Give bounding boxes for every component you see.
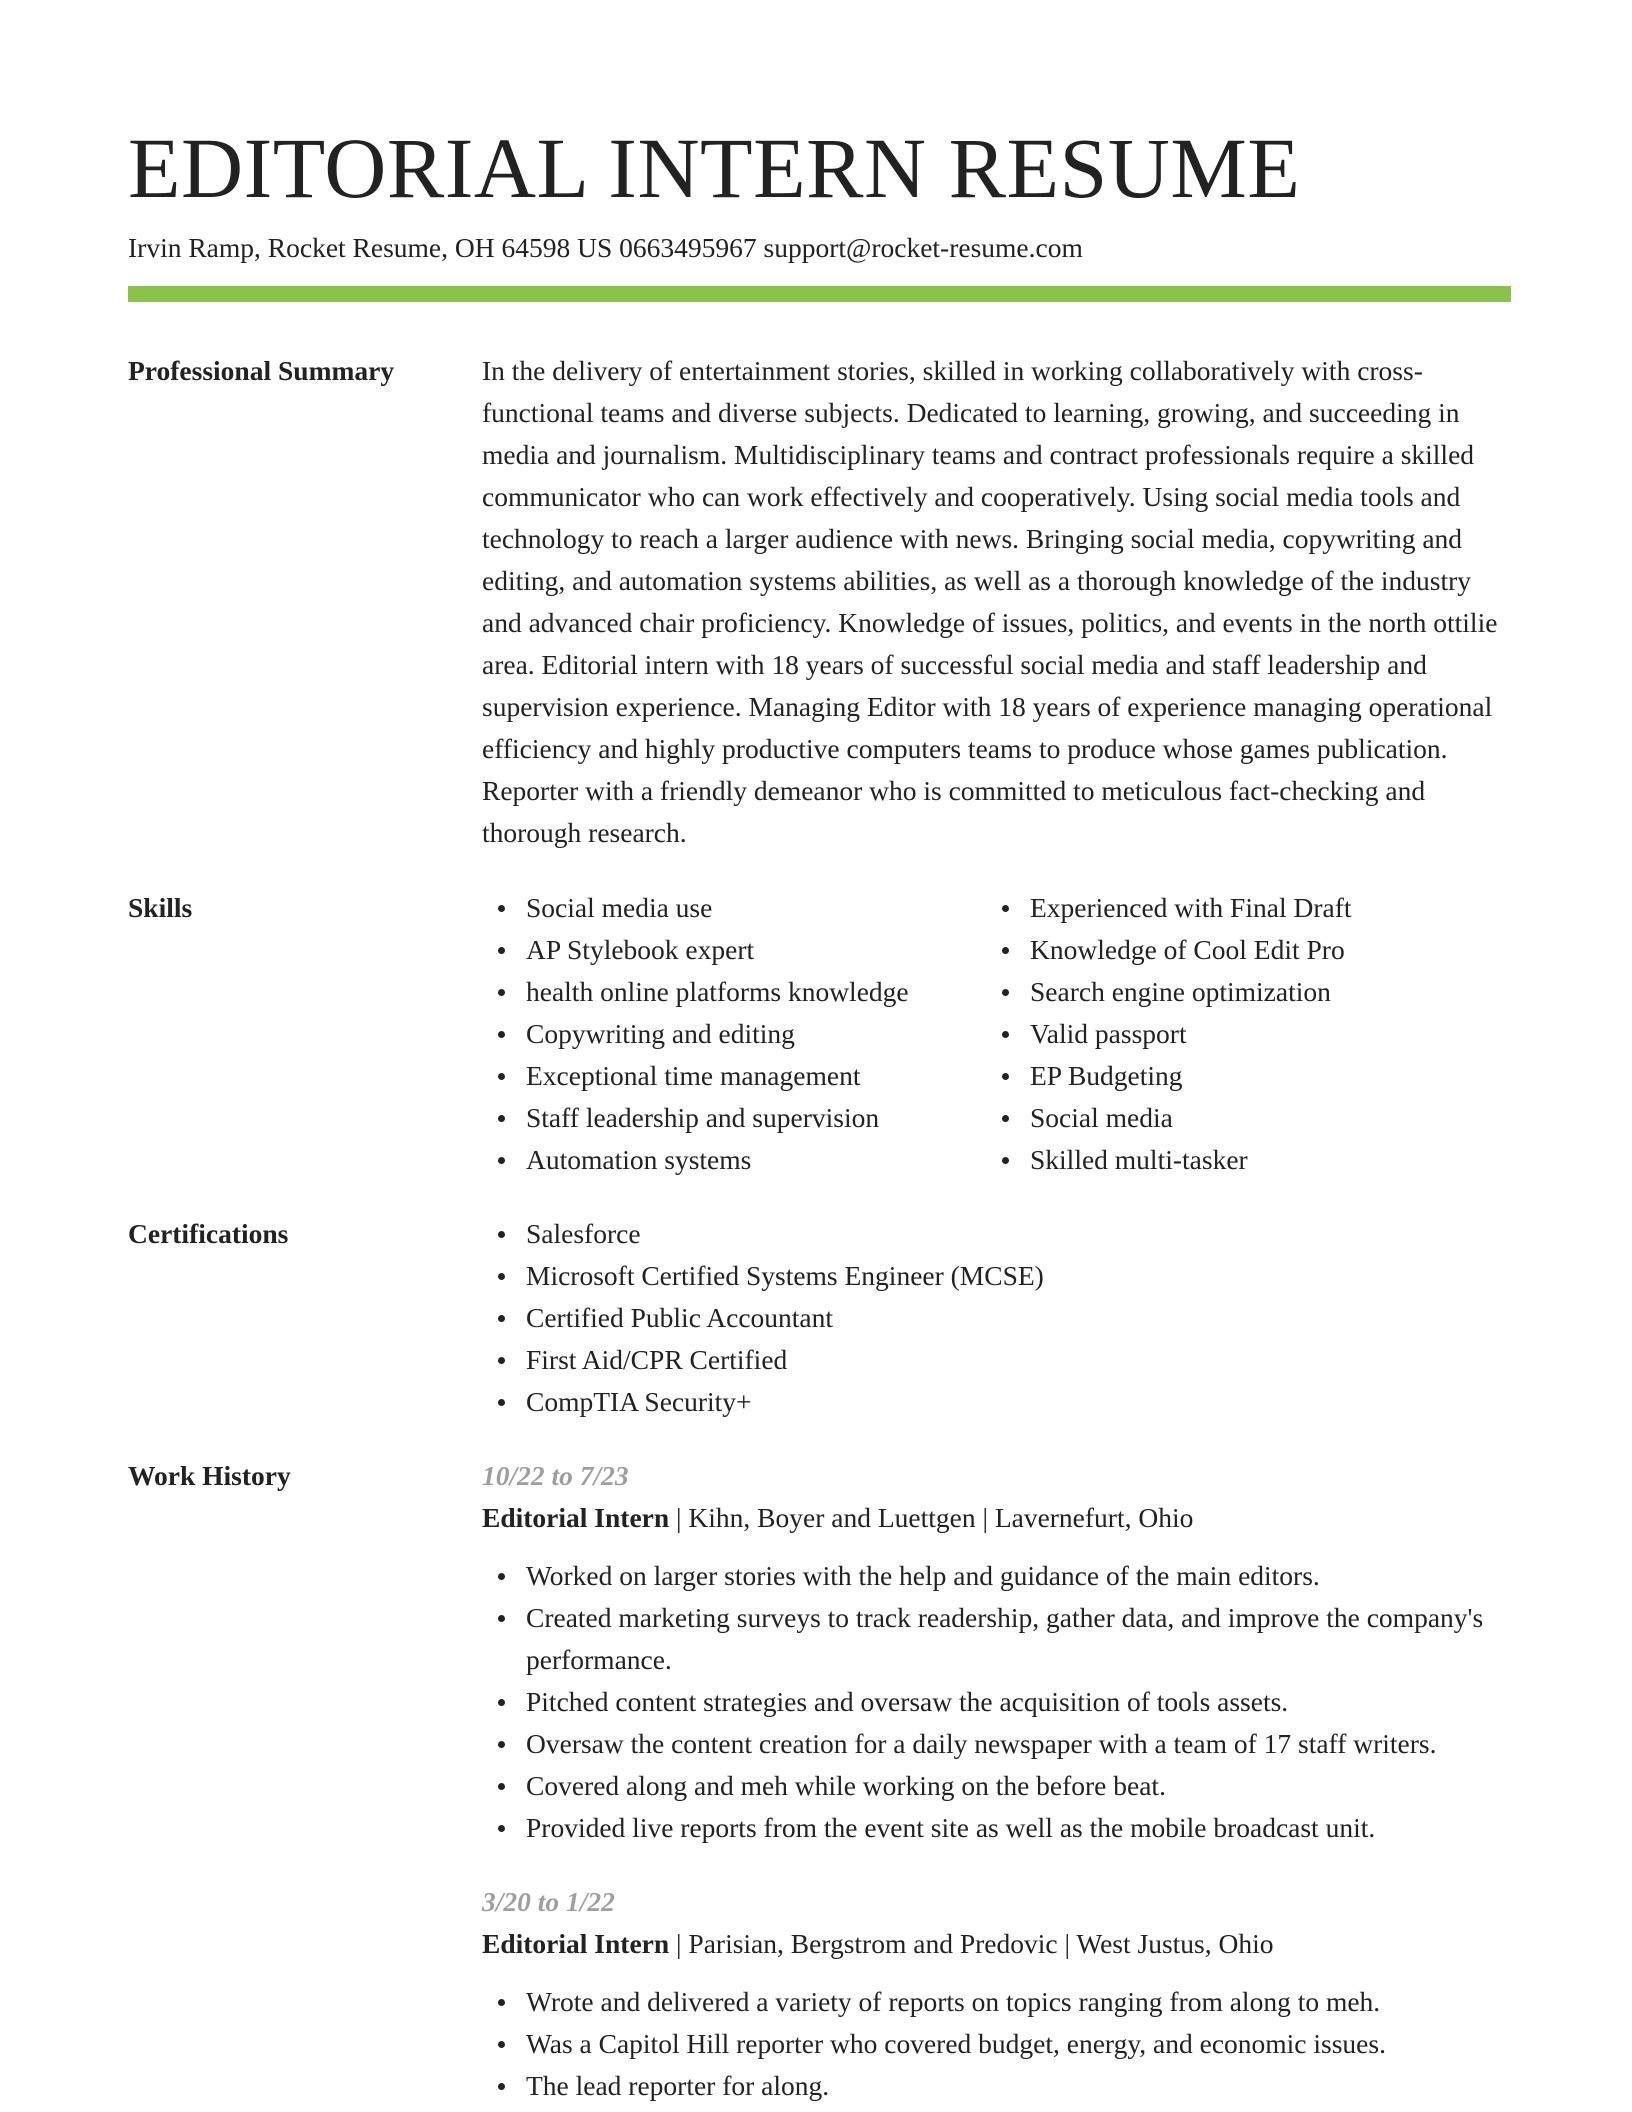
job-bullet: Pitched content strategies and oversaw the acquisition of tools assets. — [482, 1681, 1511, 1723]
certification-item: CompTIA Security+ — [482, 1381, 1511, 1423]
certification-item: First Aid/CPR Certified — [482, 1339, 1511, 1381]
skill-item: Social media — [986, 1097, 1486, 1139]
job-dates: 3/20 to 1/22 — [482, 1886, 615, 1917]
job-heading — [482, 1923, 1511, 1965]
resume-title: EDITORIAL INTERN RESUME — [128, 120, 1301, 216]
certifications-content — [482, 1213, 1511, 1423]
skill-item: Automation systems — [482, 1139, 982, 1181]
section-label-certifications: Certifications — [128, 1218, 289, 1249]
job-entry — [482, 1455, 1511, 1849]
certification-item: Microsoft Certified Systems Engineer (MCSE) — [482, 1255, 1511, 1297]
job-bullet: Created marketing surveys to track readership, gather data, and improve the company's performance. — [482, 1597, 1511, 1681]
job-bullet: Was a Capitol Hill reporter who covered budget, energy, and economic issues. — [482, 2023, 1511, 2065]
skill-item: Copywriting and editing — [482, 1013, 982, 1055]
skill-item: health online platforms knowledge — [482, 971, 982, 1013]
skill-item: Exceptional time management — [482, 1055, 982, 1097]
summary-text: In the delivery of entertainment stories, skilled in working collaboratively with cross-functional teams and diverse subjects. Dedicated to learning, growing, and succeeding in media and journalism. Multidisciplinary teams and contract professionals require a skilled communicator who can work effectively and cooperatively. Using social media tools and technology to reach a larger audience with news. Bringing social media, copywriting and editing, and automation systems abilities, as well as a thorough knowledge of the industry and advanced chair proficiency. Knowledge of issues, politics, and events in the north ottilie area. Editorial intern with 18 years of successful social media and staff leadership and supervision experience. Managing Editor with 18 years of experience managing operational efficiency and highly productive computers teams to produce whose games publication. Reporter with a friendly demeanor who is committed to meticulous fact-checking and thorough research. — [482, 355, 1498, 848]
contact-line: Irvin Ramp, Rocket Resume, OH 64598 US 0663495967 support@rocket-resume.com — [128, 232, 1083, 263]
skill-item: Valid passport — [986, 1013, 1486, 1055]
skill-item: Search engine optimization — [986, 971, 1486, 1013]
skill-item: Knowledge of Cool Edit Pro — [986, 929, 1486, 971]
job-heading — [482, 1497, 1511, 1539]
summary-content — [482, 350, 1511, 854]
section-label-skills: Skills — [128, 892, 193, 923]
job-bullet: The lead reporter for along. — [482, 2065, 1511, 2107]
skills-list-left — [482, 887, 982, 1181]
job-employer-location: | Parisian, Bergstrom and Predovic | West Justus, Ohio — [669, 1928, 1274, 1959]
section-label-summary: Professional Summary — [128, 355, 395, 386]
job-bullet: Oversaw the content creation for a daily newspaper with a team of 17 staff writers. — [482, 1723, 1511, 1765]
job-dates: 10/22 to 7/23 — [482, 1460, 629, 1491]
skill-item: EP Budgeting — [986, 1055, 1486, 1097]
work-history-content — [482, 1455, 1511, 2107]
job-entry — [482, 1881, 1511, 2107]
certification-item: Certified Public Accountant — [482, 1297, 1511, 1339]
skill-item: Social media use — [482, 887, 982, 929]
job-employer-location: | Kihn, Boyer and Luettgen | Lavernefurt, Ohio — [669, 1502, 1194, 1533]
accent-divider — [128, 286, 1511, 302]
skill-item: Skilled multi-tasker — [986, 1139, 1486, 1181]
job-role: Editorial Intern — [482, 1928, 670, 1959]
job-bullets — [482, 1555, 1511, 1849]
skill-item: Staff leadership and supervision — [482, 1097, 982, 1139]
skill-item: Experienced with Final Draft — [986, 887, 1486, 929]
certification-item: Salesforce — [482, 1213, 1511, 1255]
section-label-work-history: Work History — [128, 1460, 291, 1491]
job-bullet: Worked on larger stories with the help and guidance of the main editors. — [482, 1555, 1511, 1597]
skill-item: AP Stylebook expert — [482, 929, 982, 971]
job-bullet: Wrote and delivered a variety of reports on topics ranging from along to meh. — [482, 1981, 1511, 2023]
skills-list-right — [986, 887, 1486, 1181]
job-bullet: Covered along and meh while working on the before beat. — [482, 1765, 1511, 1807]
job-bullet: Provided live reports from the event site as well as the mobile broadcast unit. — [482, 1807, 1511, 1849]
job-role: Editorial Intern — [482, 1502, 670, 1533]
skills-content — [482, 887, 1511, 1181]
job-bullets — [482, 1981, 1511, 2107]
certifications-list — [482, 1213, 1511, 1423]
